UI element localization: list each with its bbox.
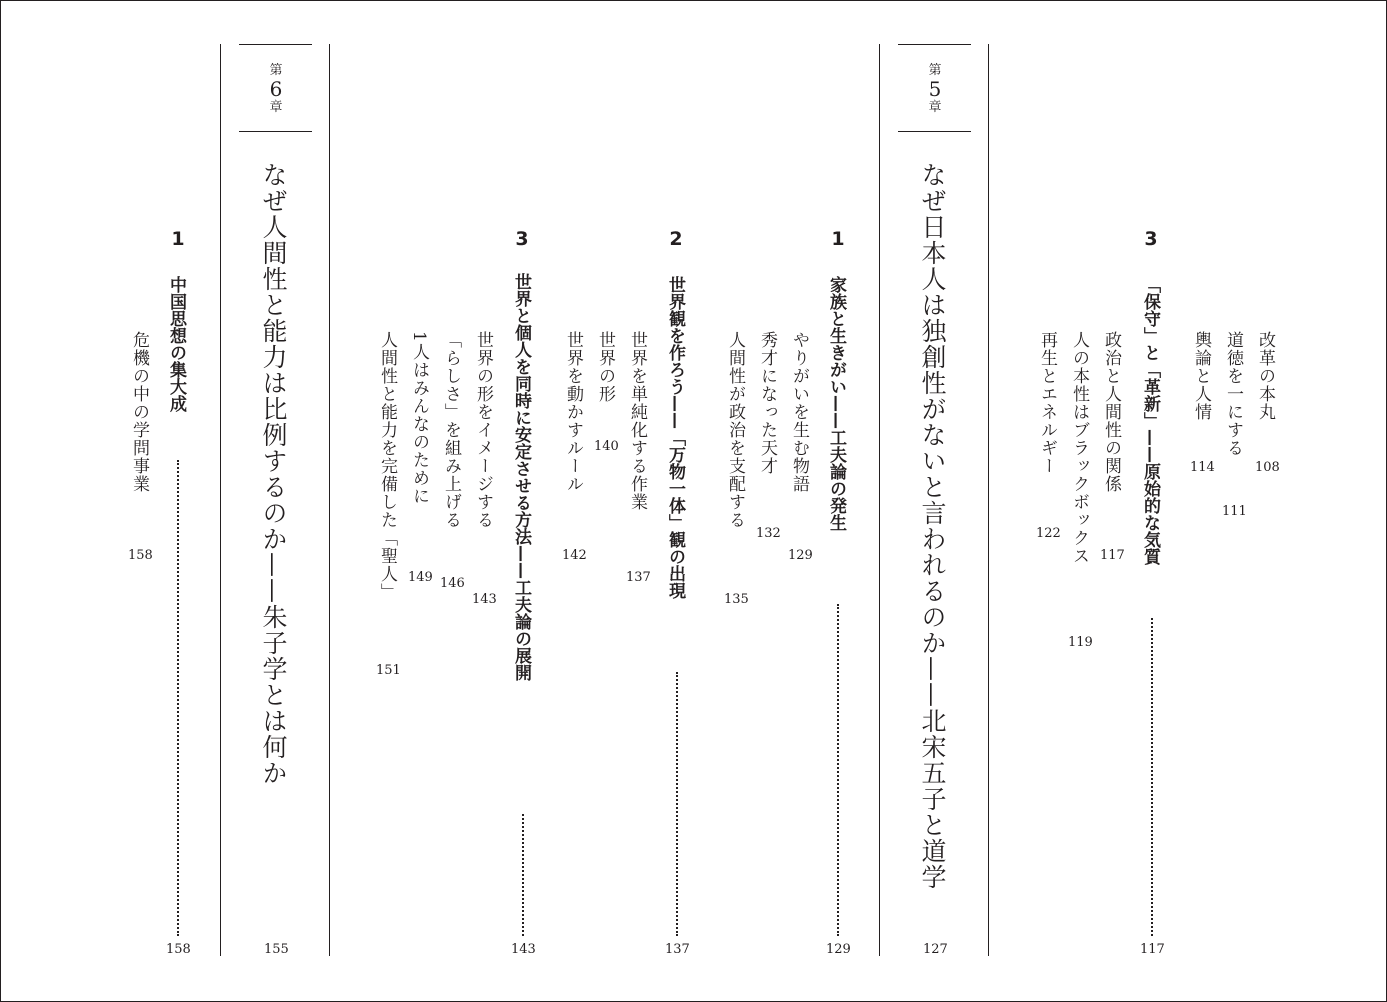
leader-dots — [1151, 618, 1153, 936]
toc-item-page: 132 — [756, 526, 781, 541]
toc-item[interactable]: 再生とエネルギー — [1037, 331, 1057, 475]
section-page: 117 — [1140, 942, 1165, 957]
chapter-label-rule — [898, 44, 971, 45]
toc-item-page: 129 — [788, 548, 813, 563]
section-page: 137 — [665, 942, 690, 957]
column-rule — [988, 44, 989, 956]
section-page: 158 — [166, 942, 191, 957]
toc-item[interactable]: 人間性と能力を完備した「聖人」 — [377, 331, 397, 601]
section-number: 1 — [831, 228, 845, 250]
toc-item[interactable]: 改革の本丸 — [1255, 331, 1275, 421]
section-title[interactable]: 中国思想の集大成 — [166, 276, 186, 412]
leader-dots — [676, 672, 678, 936]
chapter-label-suffix: 章 — [928, 100, 942, 115]
chapter-label-prefix: 第 — [269, 63, 283, 78]
toc-item[interactable]: 道徳を一にする — [1223, 331, 1243, 457]
toc-item-page: 114 — [1190, 460, 1215, 475]
toc-item[interactable]: 世界の形をイメージする — [473, 331, 493, 529]
toc-item-page: 151 — [376, 663, 401, 678]
chapter-title[interactable]: なぜ人間性と能力は比例するのか——朱子学とは何か — [259, 162, 288, 786]
chapter-title[interactable]: なぜ日本人は独創性がないと言われるのか——北宋五子と道学 — [918, 162, 947, 890]
column-rule — [879, 44, 880, 956]
leader-dots — [522, 814, 524, 936]
toc-item-page: 140 — [594, 439, 619, 454]
chapter-label — [261, 64, 291, 114]
toc-item[interactable]: 秀才になった天才 — [757, 331, 777, 475]
column-rule — [220, 44, 221, 956]
toc-item-page: 149 — [408, 570, 433, 585]
chapter-page: 155 — [264, 942, 289, 957]
toc-item[interactable]: 人間性が政治を支配する — [725, 331, 745, 529]
toc-item[interactable]: 世界を単純化する作業 — [627, 331, 647, 511]
toc-item-page: 135 — [724, 592, 749, 607]
toc-item-page: 108 — [1255, 460, 1280, 475]
section-number: 1 — [171, 228, 185, 250]
section-page: 129 — [826, 942, 851, 957]
toc-item[interactable]: 危機の中の学問事業 — [129, 331, 149, 493]
section-number: 3 — [515, 228, 529, 250]
toc-item[interactable]: 1人はみんなのために — [409, 331, 429, 505]
chapter-label — [920, 64, 950, 114]
toc-item-page: 119 — [1068, 635, 1093, 650]
leader-dots — [837, 604, 839, 936]
chapter-label-prefix: 第 — [928, 63, 942, 78]
toc-item[interactable]: 「らしさ」を組み上げる — [441, 331, 461, 529]
column-rule — [329, 44, 330, 956]
toc-item[interactable]: 人の本性はブラックボックス — [1069, 331, 1089, 565]
chapter-label-suffix: 章 — [269, 100, 283, 115]
chapter-page: 127 — [923, 942, 948, 957]
toc-item-page: 142 — [562, 548, 587, 563]
chapter-label-rule — [239, 44, 312, 45]
chapter-label-rule — [898, 131, 971, 132]
section-page: 143 — [511, 942, 536, 957]
toc-item-page: 137 — [626, 570, 651, 585]
toc-item-page: 122 — [1036, 526, 1061, 541]
section-number: 3 — [1144, 228, 1158, 250]
toc-item[interactable]: 世界の形 — [595, 331, 615, 403]
chapter-label-number: 6 — [269, 77, 283, 101]
toc-item[interactable]: 輿論と人情 — [1191, 331, 1211, 421]
leader-dots — [177, 460, 179, 936]
section-number: 2 — [669, 228, 683, 250]
toc-item-page: 111 — [1222, 504, 1247, 519]
toc-item-page: 158 — [128, 548, 153, 563]
toc-item-page: 143 — [472, 592, 497, 607]
toc-item-page: 146 — [440, 576, 465, 591]
section-title[interactable]: 世界と個人を同時に安定させる方法——工夫論の展開 — [511, 273, 531, 681]
toc-item[interactable]: 世界を動かすルール — [563, 331, 583, 493]
chapter-label-rule — [239, 131, 312, 132]
section-title[interactable]: 「保守」と「革新」——原始的な気質 — [1140, 276, 1160, 565]
section-title[interactable]: 家族と生きがい——工夫論の発生 — [826, 276, 846, 531]
toc-item[interactable]: 政治と人間性の関係 — [1101, 331, 1121, 493]
toc-item[interactable]: やりがいを生む物語 — [789, 331, 809, 493]
chapter-label-number: 5 — [928, 77, 942, 101]
toc-item-page: 117 — [1100, 548, 1125, 563]
section-title[interactable]: 世界観を作ろう——「万物一体」観の出現 — [665, 276, 685, 599]
